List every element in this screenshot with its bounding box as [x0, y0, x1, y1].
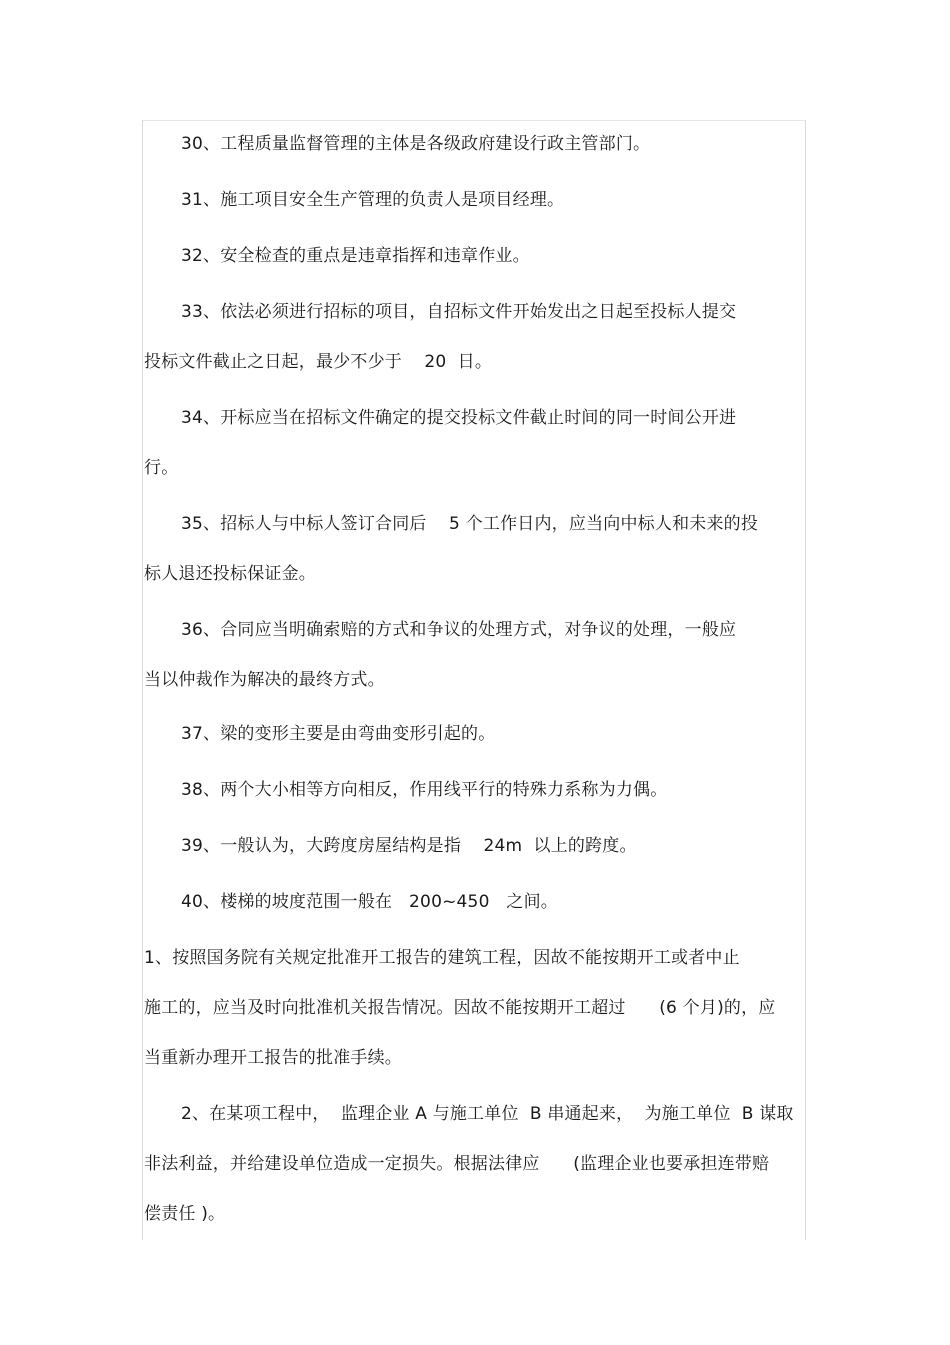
text-line-40: 40、楼梯的坡度范围一般在 200~450 之间。 — [181, 892, 558, 912]
text-line-q2b: 非法利益，并给建设单位造成一定损失。根据法律应 (监理企业也要承担连带赔 — [144, 1154, 770, 1174]
text-line-34b: 行。 — [144, 458, 179, 478]
text-line-q1c: 当重新办理开工报告的批准手续。 — [144, 1048, 402, 1068]
text-line-32: 32、安全检查的重点是违章指挥和违章作业。 — [181, 246, 530, 266]
text-line-37: 37、梁的变形主要是由弯曲变形引起的。 — [181, 724, 496, 744]
text-line-35a: 35、招标人与中标人签订合同后 5 个工作日内，应当向中标人和未来的投 — [181, 514, 759, 534]
text-line-q1b: 施工的，应当及时向批准机关报告情况。因故不能按期开工超过 (6 个月)的，应 — [144, 998, 776, 1018]
text-line-q1a: 1、按照国务院有关规定批准开工报告的建筑工程，因故不能按期开工或者中止 — [144, 948, 740, 968]
text-line-34a: 34、开标应当在招标文件确定的提交投标文件截止时间的同一时间公开进 — [181, 408, 737, 428]
text-line-31: 31、施工项目安全生产管理的负责人是项目经理。 — [181, 190, 565, 210]
text-line-33b: 投标文件截止之日起，最少不少于 20 日。 — [144, 352, 493, 372]
text-line-30: 30、工程质量监督管理的主体是各级政府建设行政主管部门。 — [181, 134, 651, 154]
text-line-36a: 36、合同应当明确索赔的方式和争议的处理方式，对争议的处理，一般应 — [181, 620, 737, 640]
text-line-39: 39、一般认为，大跨度房屋结构是指 24m 以上的跨度。 — [181, 836, 637, 856]
text-line-36b: 当以仲裁作为解决的最终方式。 — [144, 670, 385, 690]
text-line-q2c: 偿责任 )。 — [144, 1204, 226, 1224]
text-line-35b: 标人退还投标保证金。 — [144, 564, 316, 584]
text-line-38: 38、两个大小相等方向相反，作用线平行的特殊力系称为力偶。 — [181, 780, 668, 800]
text-line-q2a: 2、在某项工程中， 监理企业 A 与施工单位 B 串通起来， 为施工单位 B 谋取 — [181, 1104, 794, 1124]
text-line-33a: 33、依法必须进行招标的项目，自招标文件开始发出之日起至投标人提交 — [181, 302, 737, 322]
